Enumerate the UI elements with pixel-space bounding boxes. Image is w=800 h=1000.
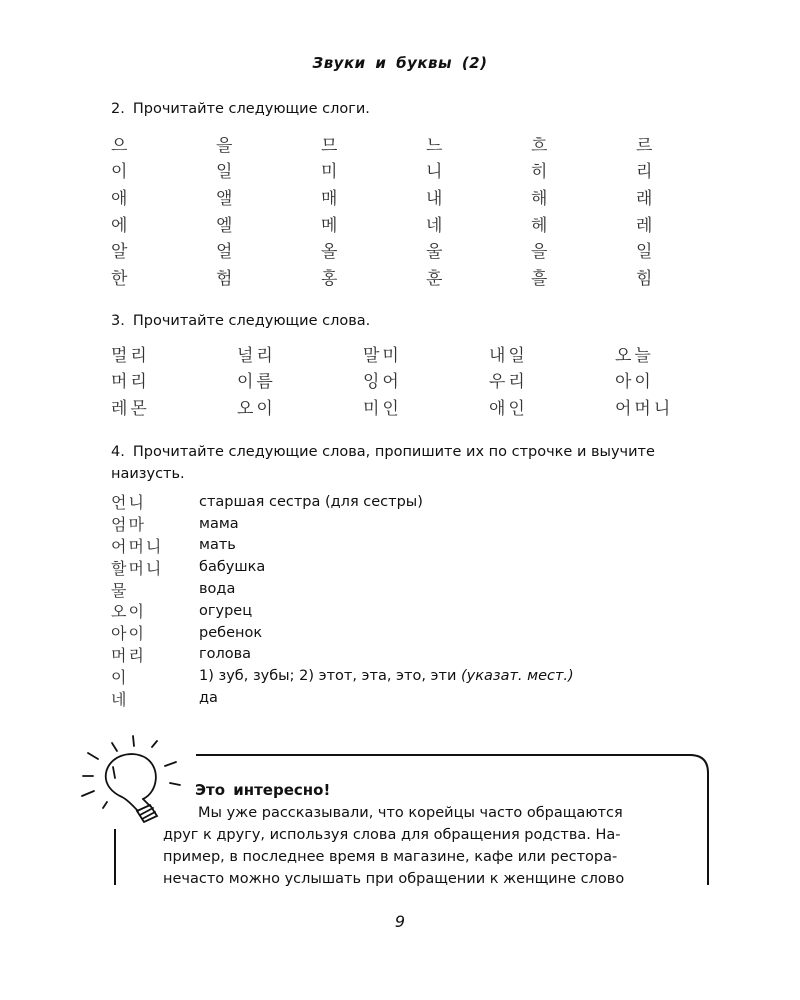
page-number: 9 (394, 912, 406, 931)
word: 우리 (489, 372, 528, 393)
vocab-item (111, 578, 711, 600)
syllable: 얼 (216, 242, 233, 263)
translation-text: 1) зуб, зубы; 2) этот, эта, это, эти (199, 668, 461, 685)
info-text-line: пример, в последнее время в магазине, кафе или ресторa- (163, 849, 618, 865)
syllable-row (111, 236, 691, 263)
syllable: 르 (636, 135, 653, 156)
syllable: 홍 (321, 268, 338, 289)
vocab-korean: 할머니 (111, 558, 164, 578)
vocab-korean: 물 (111, 580, 129, 600)
vocab-item (111, 687, 711, 709)
vocab-korean: 네 (111, 689, 129, 709)
word: 멀리 (111, 345, 150, 366)
syllable: 흐 (531, 135, 548, 156)
syllable: 리 (636, 162, 653, 183)
syllable-row (111, 157, 691, 184)
syllable: 메 (321, 215, 338, 236)
syllable: 한 (111, 268, 128, 289)
syllable: 니 (426, 162, 443, 183)
page-title: Звуки и буквы (2) (312, 54, 488, 72)
syllable: 이 (111, 162, 128, 183)
vocab-translation (199, 494, 423, 510)
word: 머리 (111, 372, 150, 393)
vocab-translation (199, 690, 218, 706)
vocab-item (111, 535, 711, 557)
vocab-translation (199, 625, 262, 641)
vocab-korean: 엄마 (111, 515, 146, 535)
exercise-3-instruction (111, 310, 370, 332)
syllable: 힘 (636, 268, 653, 289)
info-text-line: Мы уже рассказывали, что корейцы часто обращаются (198, 805, 623, 821)
word: 오늘 (615, 345, 654, 366)
translation-text: ребенок (199, 624, 263, 641)
syllable: 레 (636, 215, 653, 236)
vocab-item (111, 665, 711, 687)
instruction-text-continued: наизусть. (111, 466, 185, 482)
syllable: 므 (321, 135, 338, 156)
vocab-item (111, 644, 711, 666)
syllable: 알 (111, 242, 128, 263)
syllable: 훈 (426, 268, 443, 289)
syllable: 네 (426, 215, 443, 236)
vocab-korean: 아이 (111, 624, 146, 644)
syllable: 엘 (216, 215, 233, 236)
vocab-korean: 언니 (111, 493, 146, 513)
exercise-number: 3. (111, 313, 125, 329)
word: 내일 (489, 345, 528, 366)
syllable: 내 (426, 188, 443, 209)
translation-text: да (199, 690, 218, 707)
vocab-translation (199, 646, 251, 662)
vocab-korean: 머리 (111, 645, 146, 665)
syllable-grid (111, 130, 691, 290)
syllable: 헤 (531, 215, 548, 236)
word: 애인 (489, 398, 528, 419)
translation-text: голова (199, 646, 252, 663)
syllable: 험 (216, 268, 233, 289)
word: 잉어 (363, 372, 402, 393)
vocab-translation (199, 668, 574, 684)
syllable: 애 (111, 188, 128, 209)
syllable: 느 (426, 135, 443, 156)
exercise-2-instruction (111, 98, 370, 120)
instruction-text: Прочитайте следующие слова, пропишите их по строчке и выучите (132, 444, 655, 460)
syllable: 해 (531, 188, 548, 209)
vocab-korean: 이 (111, 667, 129, 687)
instruction-text: Прочитайте следующие слова. (132, 313, 371, 329)
syllable: 미 (321, 162, 338, 183)
instruction-text: Прочитайте следующие слоги. (132, 101, 370, 117)
words-grid (111, 340, 711, 420)
vocab-item (111, 491, 711, 513)
word: 말미 (363, 345, 402, 366)
info-box-title: Это интересно! (195, 781, 331, 799)
syllable: 울 (426, 242, 443, 263)
translation-text: огурец (199, 602, 253, 619)
syllable: 으 (111, 135, 128, 156)
vocab-translation (199, 537, 236, 553)
vocab-translation (199, 559, 265, 575)
translation-text: бабушка (199, 559, 266, 576)
word: 널리 (237, 345, 276, 366)
exercise-number: 2. (111, 101, 125, 117)
syllable-row (111, 183, 691, 210)
vocab-korean: 어머니 (111, 537, 164, 556)
vocab-korean: 오이 (111, 602, 146, 622)
translation-text: вода (199, 581, 236, 598)
translation-text: старшая сестра (для сестры) (199, 493, 423, 510)
syllable: 에 (111, 215, 128, 236)
syllable: 올 (321, 242, 338, 263)
words-row (111, 393, 711, 420)
vocab-item (111, 513, 711, 535)
syllable-row (111, 210, 691, 237)
info-text-line: друг к другу, используя слова для обращения родства. На- (163, 827, 621, 843)
exercise-4-instruction (111, 441, 655, 485)
word: 아이 (615, 372, 654, 393)
vocab-translation (199, 516, 239, 532)
syllable-row (111, 263, 691, 290)
translation-text: мама (199, 515, 239, 532)
word: 어머니 (615, 398, 674, 419)
vocab-item (111, 556, 711, 578)
word: 레몬 (111, 398, 150, 419)
vocab-translation (199, 581, 235, 597)
vocab-item (111, 600, 711, 622)
word: 오이 (237, 398, 276, 419)
words-row (111, 367, 711, 394)
syllable: 흘 (531, 268, 548, 289)
vocab-item (111, 622, 711, 644)
info-box-text (163, 802, 683, 890)
syllable: 래 (636, 188, 653, 209)
vocab-translation (199, 603, 252, 619)
syllable: 일 (636, 242, 653, 263)
words-row (111, 340, 711, 367)
syllable: 일 (216, 162, 233, 183)
syllable: 을 (531, 242, 548, 263)
syllable: 을 (216, 135, 233, 156)
syllable: 히 (531, 162, 548, 183)
syllable-row (111, 130, 691, 157)
translation-text: мать (199, 537, 236, 554)
translation-note: (указат. мест.) (461, 668, 574, 685)
word: 미인 (363, 398, 402, 419)
info-text-line: нечасто можно услышать при обращении к женщине слово (163, 871, 625, 887)
syllable: 매 (321, 188, 338, 209)
word: 이름 (237, 372, 276, 393)
syllable: 앨 (216, 188, 233, 209)
exercise-number: 4. (111, 444, 125, 460)
vocabulary-list (111, 491, 711, 709)
